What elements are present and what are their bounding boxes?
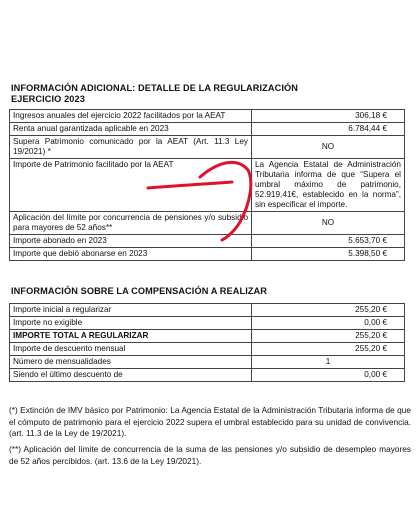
row-label: Supera Patrimonio comunicado por la AEAT (Art. 11.3 Ley 19/2021) * [10,136,252,159]
table-row [10,136,405,159]
row-label: Aplicación del límite por concurrencia de pensiones y/o subsidio para mayores de 52 años** [10,212,252,235]
row-label: IMPORTE TOTAL A REGULARIZAR [10,330,252,343]
row-label: Importe inicial a regularizar [10,304,252,317]
footnote-concurrencia: (**) Aplicación del límite de concurrencia de la suma de las pensiones y/o subsidio de desempleo mayores de 52 años percibidos. (art. 13.6 de la Ley 19/2021). [9,444,411,466]
section1-title-line1: INFORMACIÓN ADICIONAL: DETALLE DE LA REGULARIZACIÓN [11,83,298,93]
row-value: 0,00 € [252,317,405,330]
row-label: Importe de Patrimonio facilitado por la AEAT [10,159,252,212]
row-value: 255,20 € [252,343,405,356]
regularization-detail-table [9,109,405,261]
row-label: Importe abonado en 2023 [10,235,252,248]
row-label: Número de mensualidades [10,356,252,369]
table-row [10,235,405,248]
row-value: 255,20 € [252,304,405,317]
row-value: 5.398,50 € [252,248,405,261]
table-row [10,212,405,235]
table-row [10,110,405,123]
row-label: Renta anual garantizada aplicable en 2023 [10,123,252,136]
row-label: Importe no exigible [10,317,252,330]
row-value: NO [252,136,405,159]
section2-title: INFORMACIÓN SOBRE LA COMPENSACIÓN A REALIZAR [11,286,268,296]
table-row [10,304,405,317]
row-value: 1 [252,356,405,369]
table-row [10,343,405,356]
row-value: 6.784,44 € [252,123,405,136]
section1-title-line2: EJERCICIO 2023 [11,94,85,104]
table-row [10,317,405,330]
row-value: 5.653,70 € [252,235,405,248]
row-value: 255,20 € [252,330,405,343]
row-value: La Agencia Estatal de Administración Tributaria informa de que “Supera el umbral máximo de patrimonio, 52.919,41€, establecido en la norma”, sin especificar el importe. [252,159,405,212]
compensation-table [9,303,405,382]
row-label: Ingresos anuales del ejercicio 2022 facilitados por la AEAT [10,110,252,123]
row-value: 0,00 € [252,369,405,382]
row-label: Siendo el último descuento de [10,369,252,382]
row-label: Importe de descuento mensual [10,343,252,356]
table-row [10,330,405,343]
row-label: Importe que debió abonarse en 2023 [10,248,252,261]
table-row [10,159,405,212]
table-row [10,248,405,261]
table-row [10,123,405,136]
row-value: 306,18 € [252,110,405,123]
table-row [10,369,405,382]
footnote-patrimonio: (*) Extinción de IMV básico por Patrimonio: La Agencia Estatal de la Administración Tributaria informa de que el cómputo de patrimonio para el ejercicio 2022 supera el umbral establecido para su unidad de convivencia. (art. 11.3 de la Ley de 19/2021). [9,405,411,438]
row-value: NO [252,212,405,235]
table-row [10,356,405,369]
section1-title [11,83,298,105]
